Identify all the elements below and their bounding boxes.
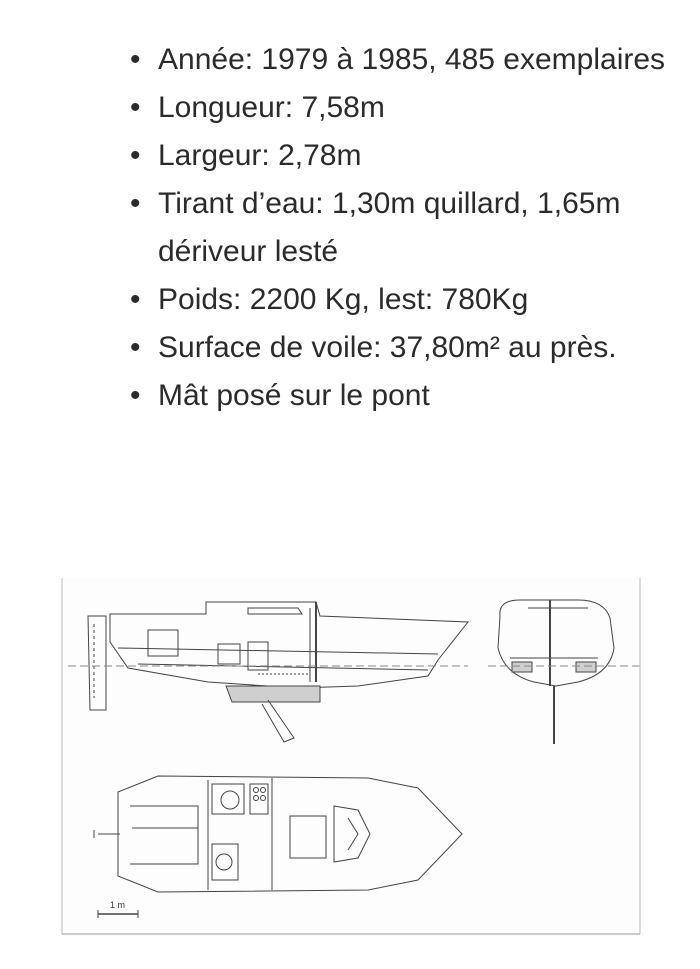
- spec-length: • Longueur: 7,58m: [130, 84, 670, 132]
- spec-beam: • Largeur: 2,78m: [130, 132, 670, 180]
- spec-weight: • Poids: 2200 Kg, lest: 780Kg: [130, 276, 670, 324]
- boat-plans-drawing: [58, 578, 644, 938]
- spec-mast: • Mât posé sur le pont: [130, 372, 670, 420]
- deck-plan-drawing: [94, 776, 462, 918]
- section-drawing: [488, 600, 644, 744]
- spec-list: [130, 36, 670, 420]
- side-profile-drawing: [68, 602, 468, 742]
- spec-year: • Année: 1979 à 1985, 485 exemplaires: [130, 36, 670, 84]
- spec-draft: • Tirant d’eau: 1,30m quillard, 1,65m dériveur lesté: [130, 180, 670, 276]
- scale-label: 1 m: [110, 900, 126, 910]
- spec-sail-area: • Surface de voile: 37,80m² au près.: [130, 324, 670, 372]
